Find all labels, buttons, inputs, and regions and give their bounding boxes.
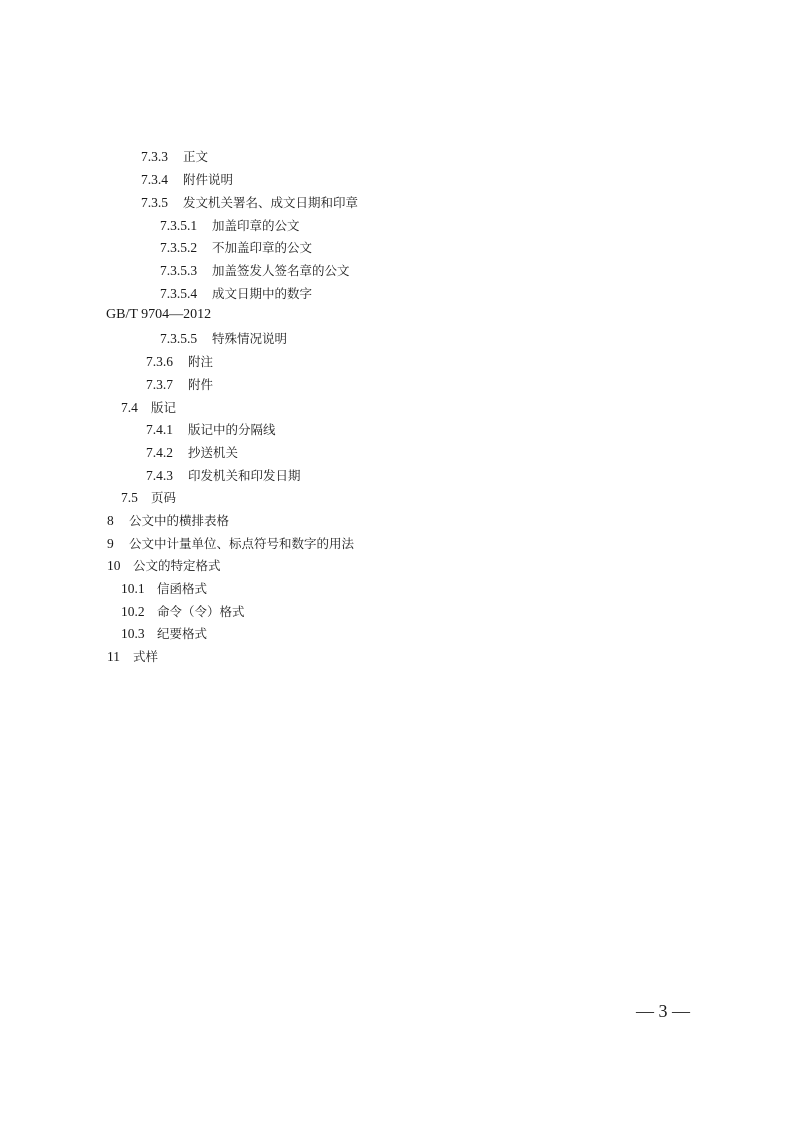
toc-number: 10.1 xyxy=(121,581,145,596)
toc-number: 7.3.6 xyxy=(146,354,173,369)
toc-title: 印发机关和印发日期 xyxy=(188,468,301,483)
toc-title: 附件 xyxy=(188,377,214,392)
toc-title: 附件说明 xyxy=(183,172,234,187)
toc-number: 7.3.3 xyxy=(141,149,168,164)
toc-number: 7.3.4 xyxy=(141,172,168,187)
toc-number: 7.3.7 xyxy=(146,377,173,392)
toc-entry xyxy=(121,400,176,417)
toc-entry xyxy=(107,558,221,575)
toc-entry xyxy=(121,604,245,621)
toc-entry xyxy=(146,445,238,462)
toc-number: 9 xyxy=(107,536,114,551)
toc-number: 7.4.3 xyxy=(146,468,173,483)
toc-number: 7.3.5.5 xyxy=(160,331,198,346)
page-number: — 3 — xyxy=(636,1001,690,1021)
toc-entry xyxy=(107,513,229,530)
toc-number: 8 xyxy=(107,513,114,528)
toc-title: 公文中的横排表格 xyxy=(129,513,230,528)
toc-number: 7.5 xyxy=(121,490,138,505)
toc-title: 加盖印章的公文 xyxy=(212,218,300,233)
toc-title: 成文日期中的数字 xyxy=(212,286,313,301)
toc-title: 信函格式 xyxy=(157,581,208,596)
toc-entry xyxy=(121,581,207,598)
toc-title: 公文中计量单位、标点符号和数字的用法 xyxy=(129,536,355,551)
toc-number: 7.4.1 xyxy=(146,422,173,437)
toc-entry xyxy=(160,286,312,303)
toc-title: 不加盖印章的公文 xyxy=(212,240,313,255)
toc-title: 加盖签发人签名章的公文 xyxy=(212,263,350,278)
toc-title: 公文的特定格式 xyxy=(133,558,221,573)
toc-entry xyxy=(160,218,300,235)
toc-entry xyxy=(146,422,276,439)
toc-number: 10.2 xyxy=(121,604,145,619)
toc-title: 版记 xyxy=(151,400,177,415)
toc-title: 页码 xyxy=(151,490,177,505)
toc-number: 7.3.5.4 xyxy=(160,286,198,301)
toc-title: 式样 xyxy=(133,649,159,664)
toc-entry xyxy=(146,354,213,371)
toc-number: 11 xyxy=(107,649,120,664)
toc-entry xyxy=(146,377,213,394)
toc-entry xyxy=(141,195,358,212)
toc-title: 命令（令）格式 xyxy=(157,604,245,619)
toc-entry xyxy=(160,331,287,348)
toc-number: 10.3 xyxy=(121,626,145,641)
toc-title: 附注 xyxy=(188,354,214,369)
toc-entry xyxy=(146,468,301,485)
toc-number: 7.3.5 xyxy=(141,195,168,210)
toc-entry xyxy=(121,626,207,643)
toc-number: 7.4.2 xyxy=(146,445,173,460)
standard-code: GB/T 9704—2012 xyxy=(106,307,212,322)
toc-title: 特殊情况说明 xyxy=(212,331,288,346)
toc-number: 7.3.5.1 xyxy=(160,218,198,233)
toc-number: 7.4 xyxy=(121,400,138,415)
toc-number: 7.3.5.3 xyxy=(160,263,198,278)
toc-number: 7.3.5.2 xyxy=(160,240,198,255)
toc-title: 抄送机关 xyxy=(188,445,239,460)
toc-entry xyxy=(121,490,176,507)
toc-entry xyxy=(141,172,233,189)
toc-entry xyxy=(141,149,208,166)
toc-title: 纪要格式 xyxy=(157,626,208,641)
toc-entry xyxy=(160,240,312,257)
toc-title: 正文 xyxy=(183,149,209,164)
toc-entry xyxy=(160,263,350,280)
toc-entry xyxy=(107,536,354,553)
toc-number: 10 xyxy=(107,558,121,573)
toc-title: 发文机关署名、成文日期和印章 xyxy=(183,195,359,210)
toc-entry xyxy=(107,649,158,666)
toc-title: 版记中的分隔线 xyxy=(188,422,276,437)
